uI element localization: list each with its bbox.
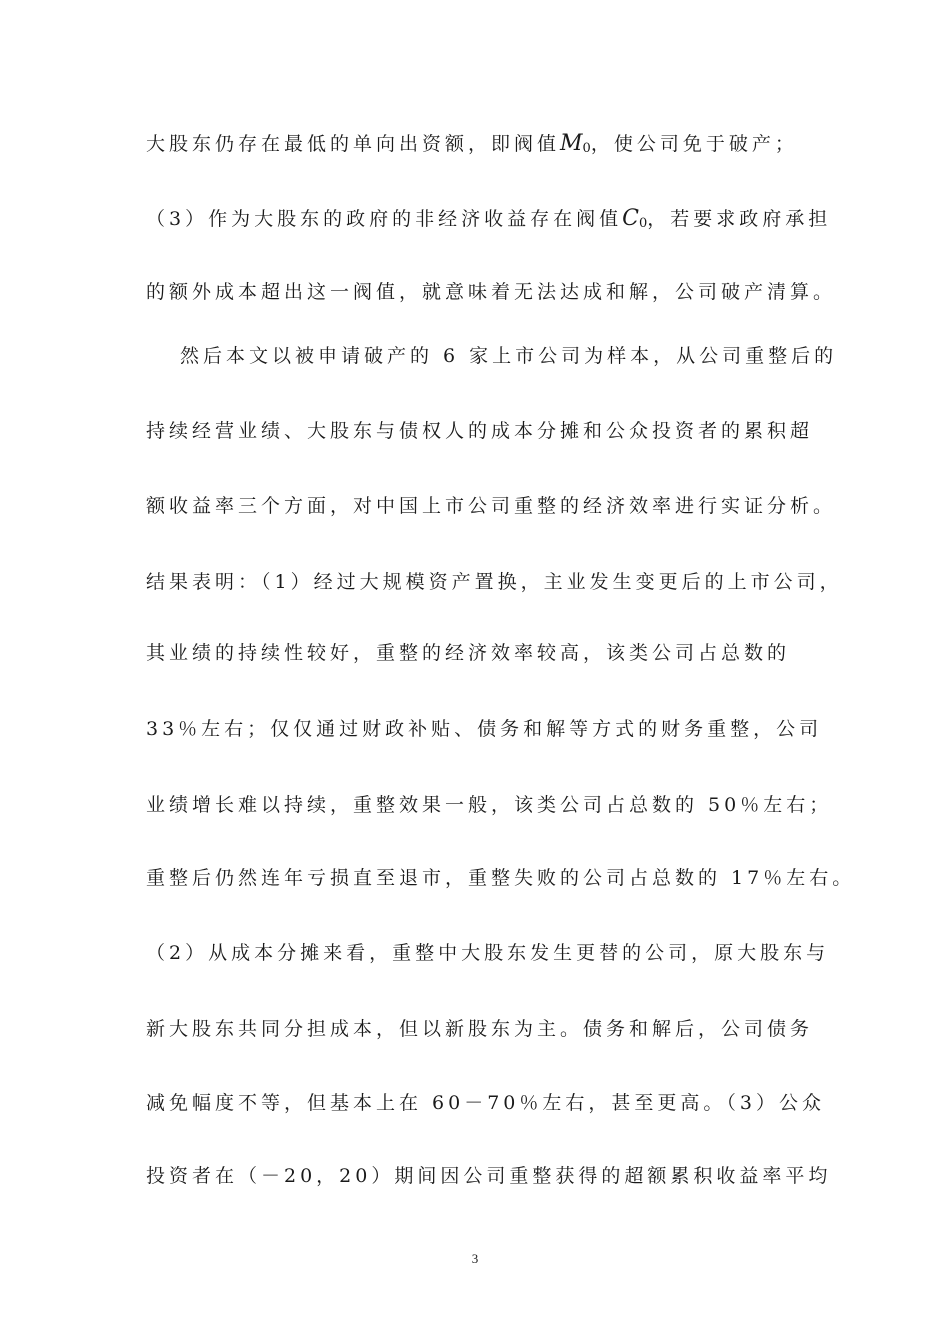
text-line-4: 然后本文以被申请破产的 6 家上市公司为样本，从公司重整后的 (180, 345, 838, 367)
text-line-8: 其业绩的持续性较好，重整的经济效率较高，该类公司占总数的 (146, 642, 791, 664)
text-line-5: 持续经营业绩、大股东与债权人的成本分摊和公众投资者的累积超 (146, 420, 814, 442)
text-line-1 (146, 132, 826, 161)
text-line-11: 重整后仍然连年亏损直至退市，重整失败的公司占总数的 17％左右。 (146, 867, 856, 889)
math-symbol: M0 (560, 131, 591, 156)
text-line-12: （2）从成本分摊来看，重整中大股东发生更替的公司，原大股东与 (146, 942, 830, 964)
text-line-13: 新大股东共同分担成本，但以新股东为主。债务和解后，公司债务 (146, 1018, 814, 1040)
text-line-9: 33％左右；仅仅通过财政补贴、债务和解等方式的财务重整，公司 (146, 718, 823, 740)
math-symbol: C0 (622, 206, 648, 231)
text-segment: ，若要求政府承担 (647, 208, 832, 230)
text-line-6: 额收益率三个方面，对中国上市公司重整的经济效率进行实证分析。 (146, 495, 837, 517)
text-line-2 (146, 206, 832, 236)
text-segment: 大股东仍存在最低的单向出资额，即阀值 (146, 133, 561, 155)
text-segment: ，使公司免于破产； (590, 133, 798, 155)
page-number: 3 (471, 1251, 479, 1266)
text-segment: （3）作为大股东的政府的非经济收益存在阀值 (146, 208, 623, 230)
text-line-15: 投资者在（－20，20）期间因公司重整获得的超额累积收益率平均 (146, 1165, 832, 1187)
text-line-10: 业绩增长难以持续，重整效果一般，该类公司占总数的 50％左右； (146, 794, 833, 816)
text-line-7: 结果表明：（1）经过大规模资产置换，主业发生变更后的上市公司， (146, 571, 843, 593)
text-line-3: 的额外成本超出这一阀值，就意味着无法达成和解，公司破产清算。 (146, 281, 837, 303)
text-line-14: 减免幅度不等，但基本上在 60－70％左右，甚至更高。（3）公众 (146, 1092, 825, 1114)
